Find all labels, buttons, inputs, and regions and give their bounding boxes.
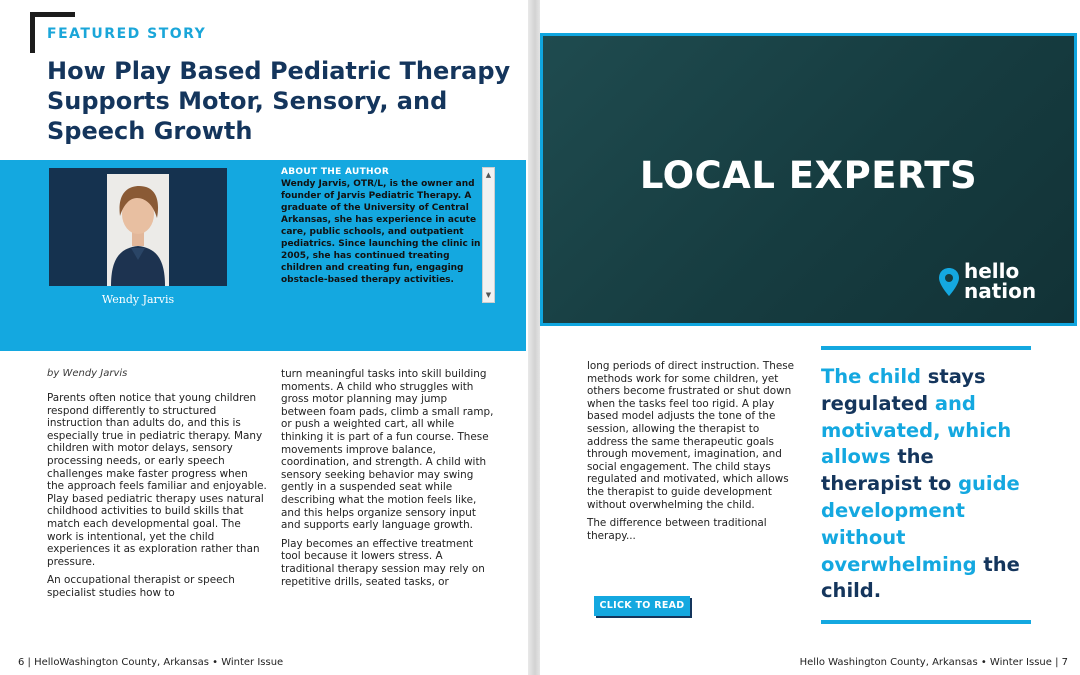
about-author-box — [281, 167, 495, 303]
logo-line-2: nation — [964, 279, 1037, 303]
pull-quote-segment: The child — [821, 365, 928, 388]
article-column-2 — [281, 368, 495, 594]
about-author-text: Wendy Jarvis, OTR/L, is the owner and founder of Jarvis Pediatric Therapy. A graduate of the University of Central Arkansas, she has experience in acute care, public schools, and outpatient pediatrics. Since launching the clinic in 2005, she has continued treating children and creating fun, engaging obstacle-based therapy activities. — [281, 179, 481, 285]
pull-quote-segment: stays regulated — [821, 365, 986, 415]
hero-banner — [540, 33, 1077, 326]
pull-quote-rule-bottom — [821, 620, 1031, 624]
about-author-scrollbar[interactable] — [482, 167, 495, 303]
pull-quote-segment: the therapist to — [821, 445, 959, 496]
article-column-1 — [47, 392, 267, 606]
article-column-3 — [587, 360, 797, 548]
author-photo-caption: Wendy Jarvis — [49, 286, 227, 314]
click-to-read-button[interactable]: CLICK TO READ — [594, 596, 690, 616]
paragraph: long periods of direct instruction. These methods work for some children, yet others become frustrated or shut down when the tasks feel too rigid. A play based model adjusts the tone of the session, allowing the therapist to address the same therapeutic goals through movement, imagination, and social engagement. The child stays regulated and motivated, which allows the therapist to guide development without overwhelming the child. — [587, 360, 795, 511]
author-photo — [49, 168, 227, 286]
paragraph: Parents often notice that young children respond differently to structured instruction than adults do, and this is especially true in pediatric therapy. Many children with motor delays, sensory processing needs, or early speech challenges make faster progress when the approach feels familiar and enjoyable. Play based pediatric therapy uses natural childhood activities to build skills that match each developmental goal. The work is intentional, yet the child experiences it as exploration rather than pressure. — [47, 392, 267, 568]
hero-background — [543, 36, 1074, 323]
section-label: FEATURED STORY — [47, 26, 207, 42]
about-author-heading: ABOUT THE AUTHOR — [281, 167, 390, 177]
logo-wordmark — [964, 261, 1036, 301]
paragraph: An occupational therapist or speech specialist studies how to — [47, 574, 235, 599]
pull-quote-segment: guide development without overwhelming — [821, 472, 1020, 576]
page-footer-right: Hello Washington County, Arkansas • Winter Issue | 7 — [799, 657, 1068, 668]
paragraph: turn meaningful tasks into skill building moments. A child who struggles with gross motor planning may jump between foam pads, climb a small ramp, or push a weighted cart, all while thinking it is part of a fun course. These movements improve balance, coordination, and strength. A child with sensory seeking behavior may swing gently in a suspended seat while describing what the motion feels like, and this helps organize sensory input and supports early language growth. — [281, 368, 494, 532]
pull-quote-segment: the child. — [821, 552, 1020, 603]
logo-line-1: hello — [964, 259, 1020, 283]
byline: by Wendy Jarvis — [47, 368, 128, 379]
triangle-up-icon[interactable]: ▲ — [485, 171, 492, 179]
pull-quote-segment: and motivated, which allows — [821, 391, 1012, 469]
location-pin-icon — [938, 267, 960, 297]
pull-quote-rule-top — [821, 346, 1031, 350]
triangle-down-icon[interactable]: ▼ — [485, 291, 492, 299]
article-title: How Play Based Pediatric Therapy Supports Motor, Sensory, and Speech Growth — [47, 57, 511, 145]
page-footer-left: 6 | HelloWashington County, Arkansas • Winter Issue — [18, 657, 284, 668]
author-portrait-illustration — [49, 168, 227, 286]
hero-title: LOCAL EXPERTS — [639, 154, 978, 197]
paragraph: The difference between traditional therapy... — [587, 517, 767, 542]
paragraph: Play becomes an effective treatment tool because it lowers stress. A traditional therapy session may rely on repetitive drills, seated tasks, or — [281, 537, 485, 588]
pull-quote — [821, 364, 1036, 605]
